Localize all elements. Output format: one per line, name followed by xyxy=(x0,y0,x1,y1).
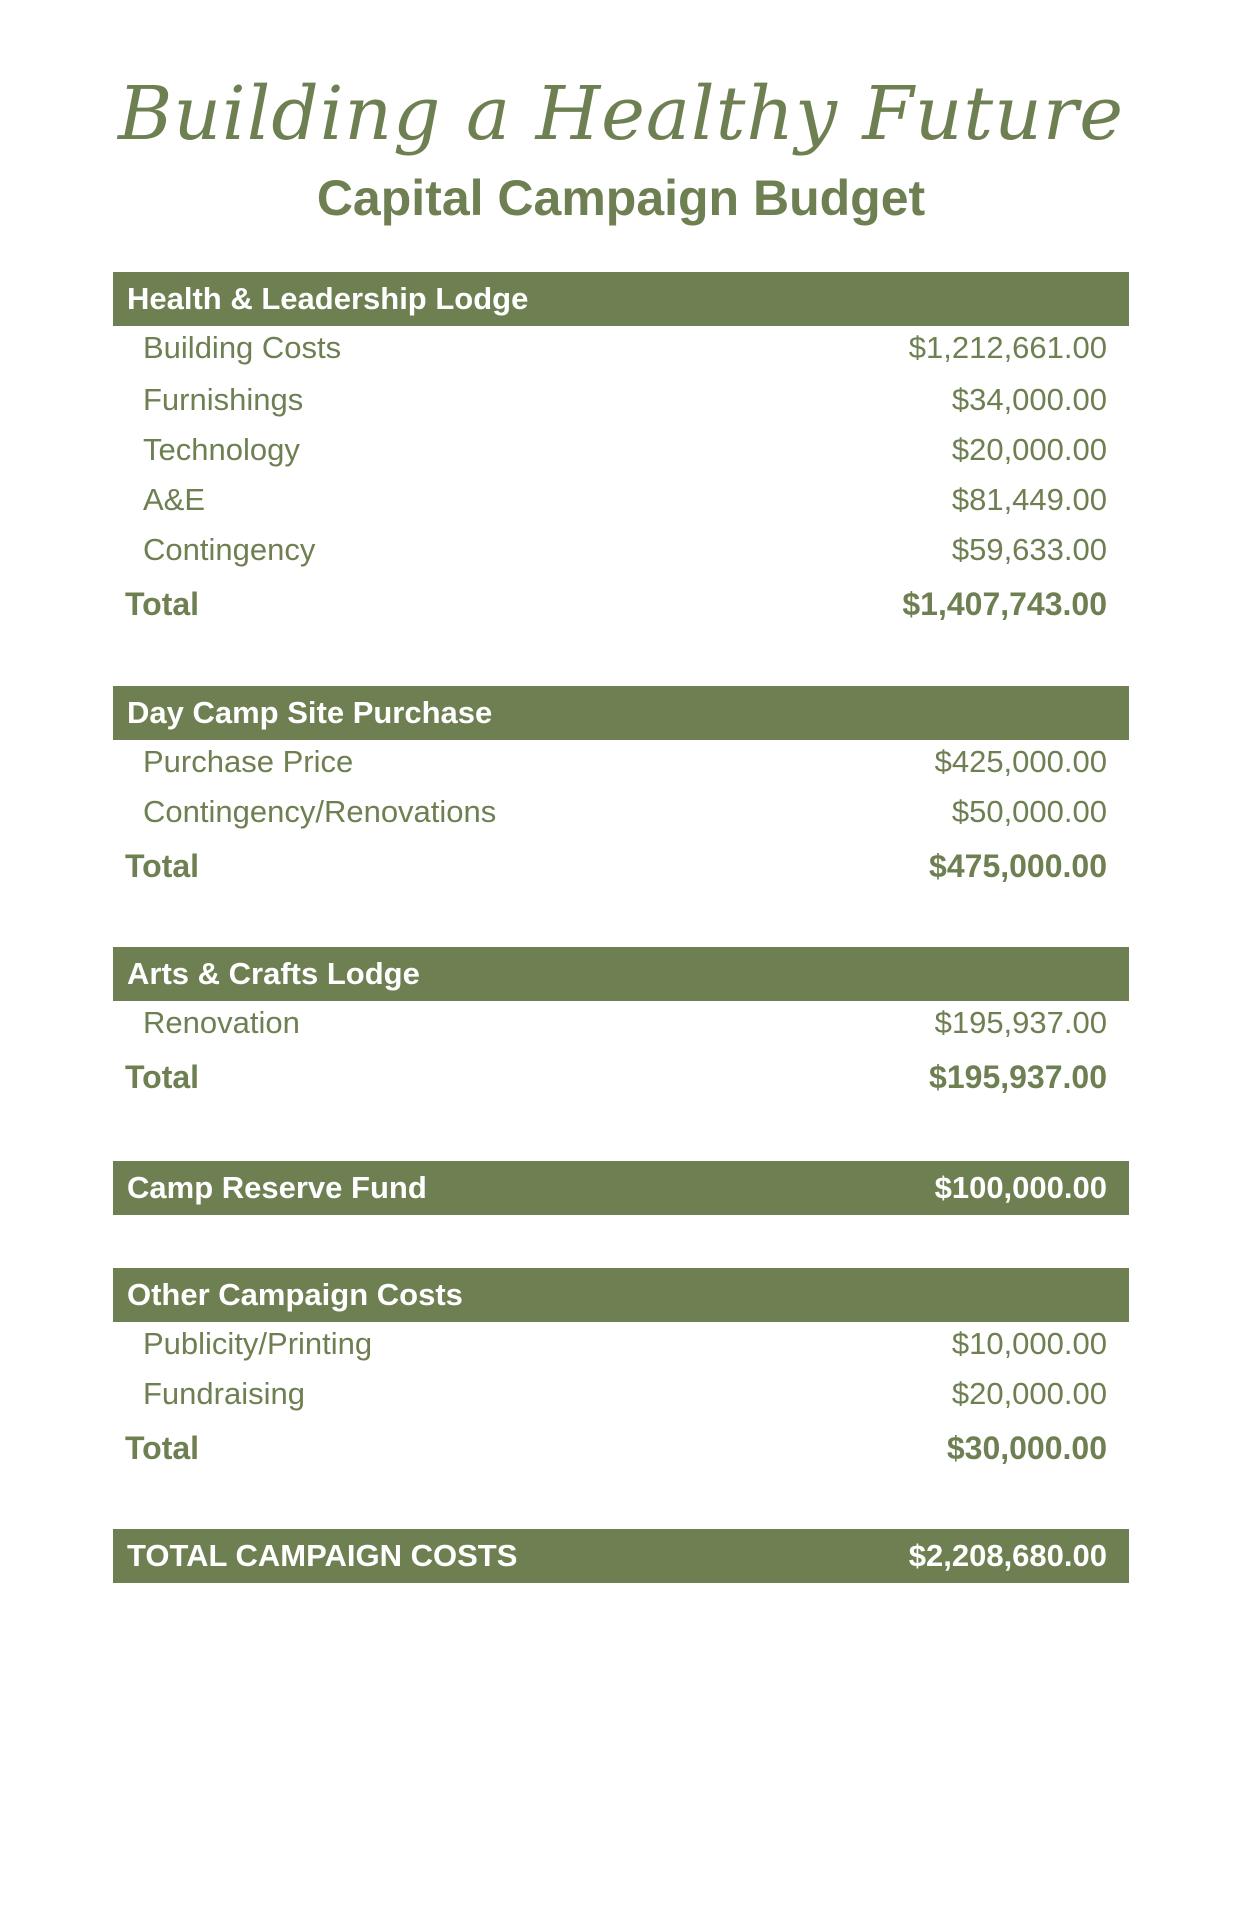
page-title: Building a Healthy Future xyxy=(117,71,1124,157)
item-label: Publicity/Printing xyxy=(143,1326,373,1361)
budget-line-item xyxy=(113,1372,1129,1416)
item-amount: $20,000.00 xyxy=(951,432,1107,467)
budget-line-item xyxy=(113,326,1129,370)
section-total-row xyxy=(113,1055,1129,1099)
item-label: Renovation xyxy=(143,1005,300,1040)
total-amount: $1,407,743.00 xyxy=(902,585,1107,622)
item-label: Building Costs xyxy=(143,330,342,365)
section-header-label: Health & Leadership Lodge xyxy=(127,281,529,316)
page-subtitle: Capital Campaign Budget xyxy=(316,170,926,226)
reserve-amount: $100,000.00 xyxy=(934,1170,1107,1205)
item-label: Furnishings xyxy=(143,382,304,417)
section-header-label: Arts & Crafts Lodge xyxy=(127,956,420,991)
item-label: A&E xyxy=(143,482,206,517)
section-header-arts-crafts-lodge xyxy=(113,947,1129,1001)
total-amount: $195,937.00 xyxy=(929,1058,1107,1095)
item-label: Technology xyxy=(143,432,300,467)
item-amount: $1,212,661.00 xyxy=(908,330,1107,365)
total-label: Total xyxy=(125,1429,200,1466)
budget-line-item xyxy=(113,790,1129,834)
grand-total-row xyxy=(113,1529,1129,1583)
section-header-label: Day Camp Site Purchase xyxy=(127,695,493,730)
item-amount: $81,449.00 xyxy=(951,482,1107,517)
section-header-label: Other Campaign Costs xyxy=(127,1277,463,1312)
total-label: Total xyxy=(125,585,200,622)
total-amount: $475,000.00 xyxy=(929,847,1107,884)
budget-line-item xyxy=(113,740,1129,784)
section-total-row xyxy=(113,582,1129,626)
item-amount: $10,000.00 xyxy=(951,1326,1107,1361)
section-total-row xyxy=(113,1426,1129,1470)
budget-line-item xyxy=(113,478,1129,522)
budget-line-item xyxy=(113,428,1129,472)
total-amount: $30,000.00 xyxy=(946,1429,1107,1466)
item-label: Contingency xyxy=(143,532,316,567)
budget-line-item xyxy=(113,1001,1129,1045)
section-header-day-camp-site-purchase xyxy=(113,686,1129,740)
camp-reserve-fund-row xyxy=(113,1161,1129,1215)
item-amount: $50,000.00 xyxy=(951,794,1107,829)
item-label: Fundraising xyxy=(143,1376,305,1411)
reserve-label: Camp Reserve Fund xyxy=(127,1170,427,1205)
item-amount: $425,000.00 xyxy=(934,744,1107,779)
item-amount: $59,633.00 xyxy=(951,532,1107,567)
item-amount: $20,000.00 xyxy=(951,1376,1107,1411)
budget-line-item xyxy=(113,1322,1129,1366)
item-amount: $34,000.00 xyxy=(951,382,1107,417)
section-header-health-leadership-lodge xyxy=(113,272,1129,326)
budget-line-item xyxy=(113,528,1129,572)
budget-line-item xyxy=(113,378,1129,422)
item-label: Contingency/Renovations xyxy=(143,794,497,829)
section-header-other-campaign-costs xyxy=(113,1268,1129,1322)
section-total-row xyxy=(113,844,1129,888)
item-label: Purchase Price xyxy=(143,744,354,779)
grand-total-amount: $2,208,680.00 xyxy=(908,1538,1107,1573)
grand-total-label: TOTAL CAMPAIGN COSTS xyxy=(127,1538,518,1573)
total-label: Total xyxy=(125,847,200,884)
total-label: Total xyxy=(125,1058,200,1095)
item-amount: $195,937.00 xyxy=(934,1005,1107,1040)
